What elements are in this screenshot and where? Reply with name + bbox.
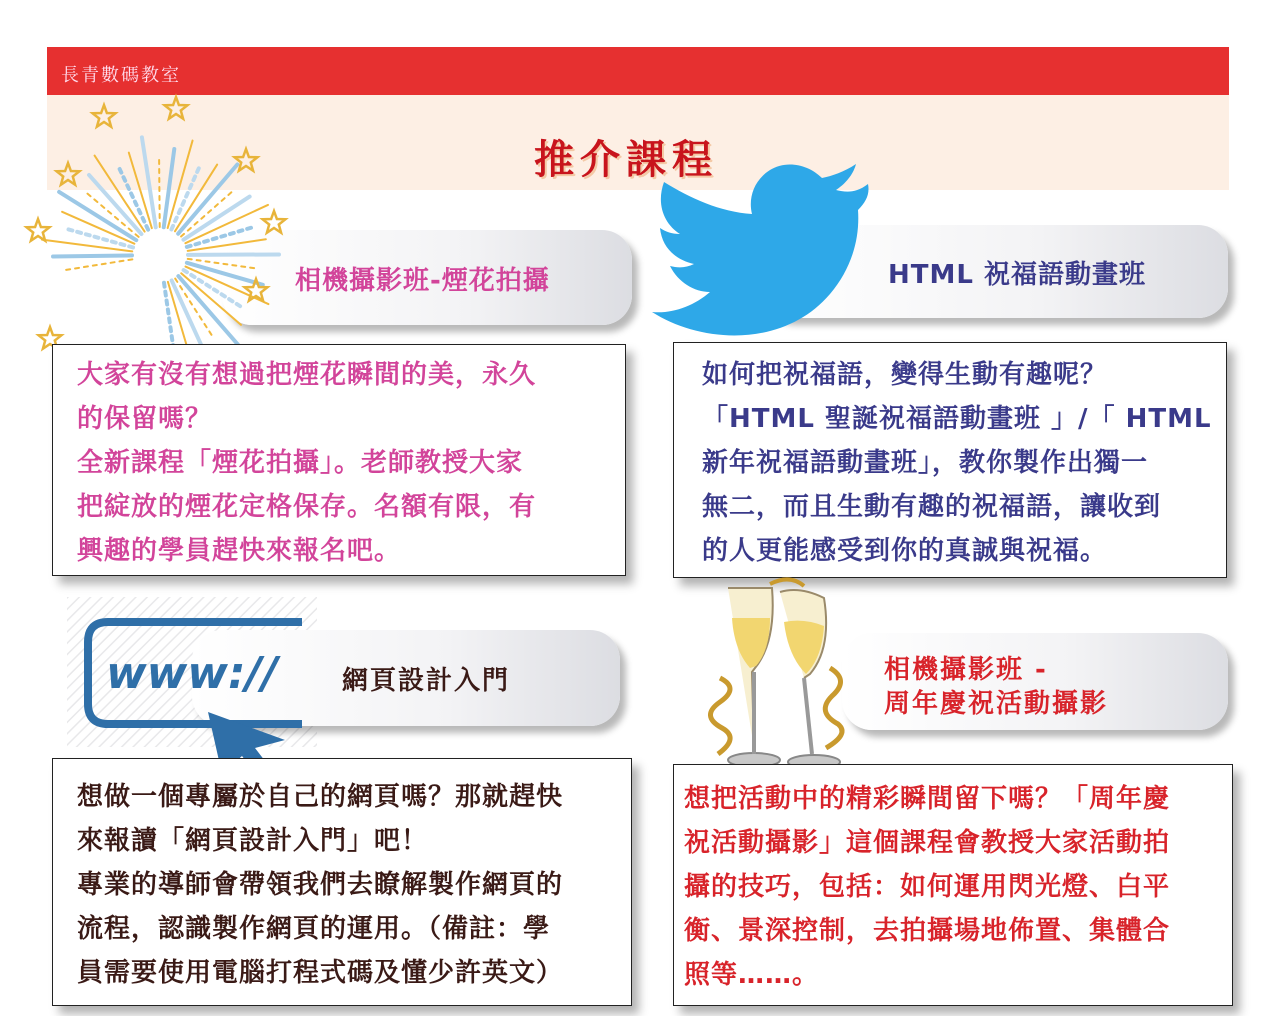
course-title-label: HTML 祝福語動畫班 [888,260,1146,290]
course-description: 想把活動中的精彩瞬間留下嗎？「周年慶 祝活動攝影」這個課程會教授大家活動拍 攝的技巧，包括：如何運用閃光燈、白平 衡、景深控制，去拍攝場地佈置、集體合 照等……。 [684,784,1171,990]
course-description: 如何把祝福語，變得生動有趣呢？ 「HTML 聖誕祝福語動畫班 」/「 HTML 新年祝福語動畫班」，教你製作出獨一 無二，而且生動有趣的祝福語，讓收到 的人更能感受到你的真誠與祝福。 [702,360,1212,566]
header-bar [47,47,1229,95]
bird-icon [650,162,880,352]
fireworks-icon [20,95,300,375]
course-title-line2: 周年慶祝活動攝影 [884,689,1109,719]
firework-star [57,163,80,185]
course-title-line1: 相機攝影班 - [884,655,1048,685]
firework-star [235,149,258,171]
course-card-anniversary [673,764,1233,1006]
firework-ray [142,137,156,227]
course-card-webdesign [52,758,632,1006]
firework-ray [53,255,132,256]
firework-star [93,105,116,127]
firework-star [165,97,188,119]
www-label: www:// [106,648,278,699]
course-title-anniversary [842,633,1228,730]
course-title-label: 網頁設計入門 [342,666,511,696]
course-description: 想做一個專屬於自己的網頁嗎？那就趕快 來報讀「網頁設計入門」吧！ 專業的導師會帶領我們去瞭解製作網頁的 流程，認識製作網頁的運用。（備註：學 員需要使用電腦打程式碼及懂少許英文） [77,782,564,988]
firework-ray [66,259,132,269]
firework-star [263,211,286,233]
course-card-html [673,342,1227,578]
course-description: 大家有沒有想過把煙花瞬間的美，永久 的保留嗎？ 全新課程「煙花拍攝」。老師教授大家 把綻放的煙花定格保存。名額有限，有 興趣的學員趕快來報名吧。 [77,360,537,566]
champagne-icon [700,578,850,778]
course-card-fireworks [52,344,626,576]
page-title: 推介課程 [534,136,718,183]
firework-ray [164,149,175,227]
org-name: 長青數碼教室 [61,65,181,86]
course-title-label: 相機攝影班-煙花拍攝 [295,266,550,296]
firework-ray [159,160,160,227]
www-icon [80,612,320,782]
firework-ray [42,240,132,252]
firework-star [27,219,50,241]
